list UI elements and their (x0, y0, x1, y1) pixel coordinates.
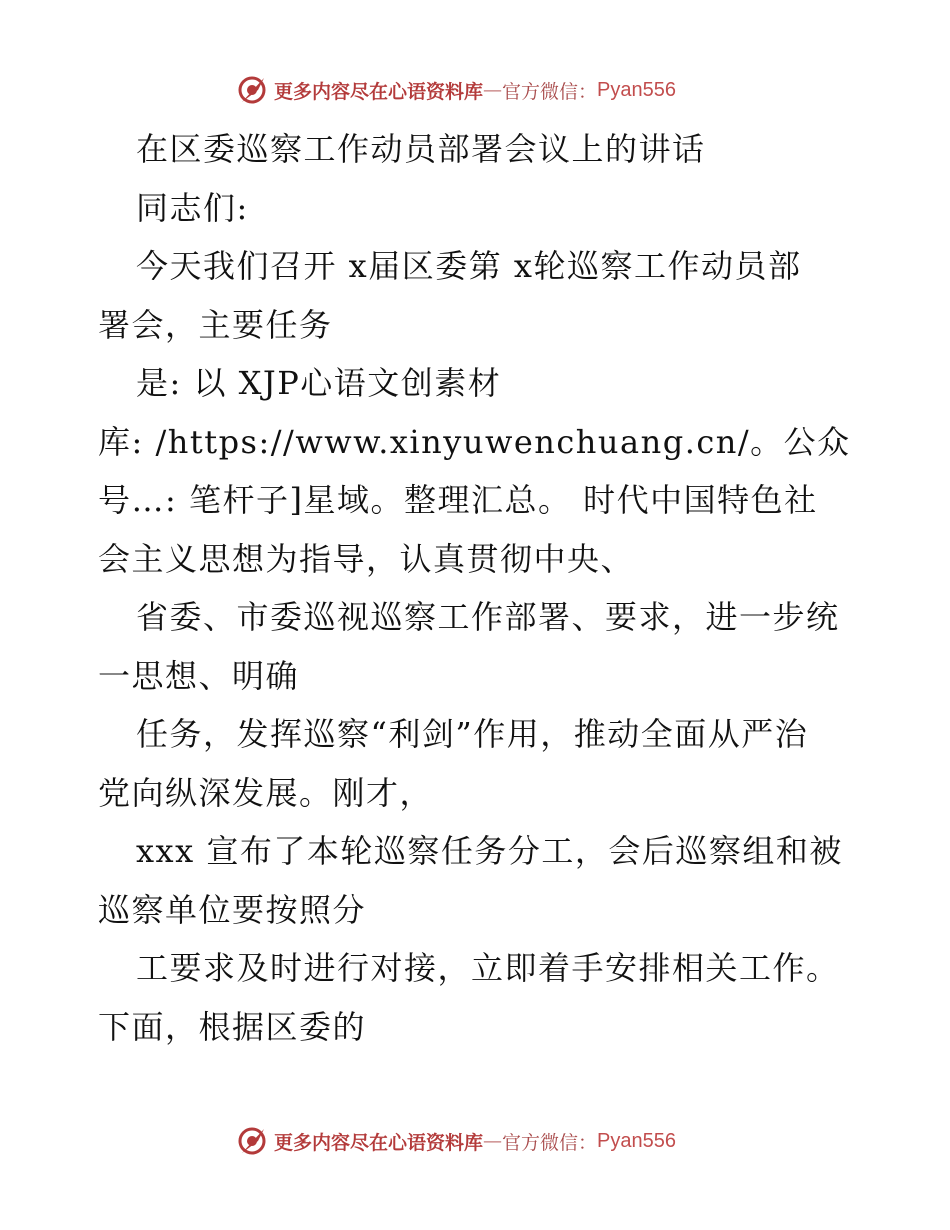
footer-watermark (236, 1124, 716, 1158)
speech-body (98, 120, 858, 1056)
paragraph-line: 一思想、明确 (98, 656, 300, 695)
header-watermark (236, 73, 716, 107)
paragraph-line: 署会，主要任务 (98, 305, 333, 344)
watermark-sub-text: 官方微信： (502, 1131, 598, 1154)
watermark-main-text: 更多内容尽在心语资料库 (274, 80, 484, 103)
salutation: 同志们: (136, 188, 249, 227)
paragraph-line: 库: /https://www.xinyuwenchuang.cn/。公众 (98, 422, 851, 461)
watermark-dash: — (483, 79, 503, 101)
paragraph-line: 省委、市委巡视巡察工作部署、要求，进一步统 (136, 598, 840, 636)
watermark-main-text: 更多内容尽在心语资料库 (274, 1131, 484, 1154)
paragraph-line: 号…: 笔杆子]星域。整理汇总。 时代中国特色社 (98, 481, 818, 519)
paragraph-line: 今天我们召开 x届区委第 x轮巡察工作动员部 (136, 247, 802, 285)
paragraph-line: 巡察单位要按照分 (98, 890, 367, 929)
watermark-dash: — (483, 1130, 503, 1152)
watermark-wechat-id: Pyan556 (597, 78, 676, 101)
paragraph-line: 工要求及时进行对接，立即着手安排相关工作。 (136, 949, 840, 987)
watermark-sub-text: 官方微信： (502, 80, 598, 103)
paragraph-line: 是: 以 XJP心语文创素材 (136, 364, 502, 402)
quill-logo-icon (236, 74, 268, 106)
paragraph-line: 会主义思想为指导，认真贯彻中央、 (98, 539, 635, 578)
watermark-wechat-id: Pyan556 (597, 1129, 676, 1152)
paragraph-line: 党向纵深发展。刚才， (98, 773, 434, 812)
paragraph-line: 任务，发挥巡察“利剑”作用，推动全面从严治 (136, 715, 809, 753)
paragraph-line: 下面，根据区委的 (98, 1007, 367, 1046)
quill-logo-icon (236, 1125, 268, 1157)
paragraph-line: xxx 宣布了本轮巡察任务分工，会后巡察组和被 (136, 832, 843, 870)
speech-title: 在区委巡察工作动员部署会议上的讲话 (136, 130, 706, 168)
